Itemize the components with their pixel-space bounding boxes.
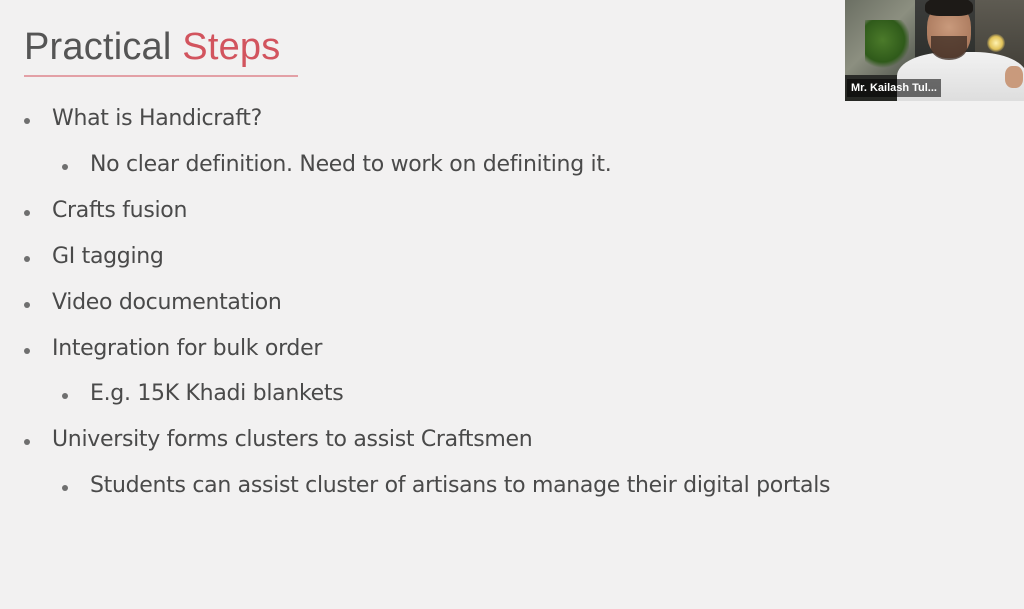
bullet-dot-icon	[24, 302, 30, 308]
bullet-dot-icon	[24, 210, 30, 216]
participant-hand	[1005, 66, 1023, 88]
bullet-text: Video documentation	[52, 290, 282, 315]
bullet-dot-icon	[24, 256, 30, 262]
participant-hair	[925, 0, 973, 16]
bullet-dot-icon	[62, 164, 68, 170]
bullet-text: GI tagging	[52, 244, 164, 269]
bullet-text: What is Handicraft?	[52, 106, 262, 131]
bullet-text: No clear definition. Need to work on definiting it.	[90, 152, 612, 177]
bullet-text: University forms clusters to assist Craftsmen	[52, 427, 533, 452]
bullet-dot-icon	[24, 118, 30, 124]
participant-video-tile[interactable]	[845, 0, 1024, 101]
slide-title-part2: Steps	[182, 26, 281, 68]
video-background-plant	[865, 20, 909, 70]
bullet-dot-icon	[24, 348, 30, 354]
title-underline	[24, 75, 298, 77]
bullet-dot-icon	[24, 439, 30, 445]
bullet-text: Students can assist cluster of artisans to manage their digital portals	[90, 473, 831, 498]
bullet-text: Integration for bulk order	[52, 336, 323, 361]
bullet-text: Crafts fusion	[52, 198, 188, 223]
bullet-text: E.g. 15K Khadi blankets	[90, 381, 344, 406]
bullet-dot-icon	[62, 485, 68, 491]
slide-title-part1: Practical	[24, 26, 172, 68]
bullet-dot-icon	[62, 393, 68, 399]
video-background-lamp	[987, 34, 1005, 52]
slide-title	[24, 26, 280, 69]
participant-beard	[931, 36, 967, 60]
participant-name-label: Mr. Kailash Tul...	[847, 79, 941, 97]
